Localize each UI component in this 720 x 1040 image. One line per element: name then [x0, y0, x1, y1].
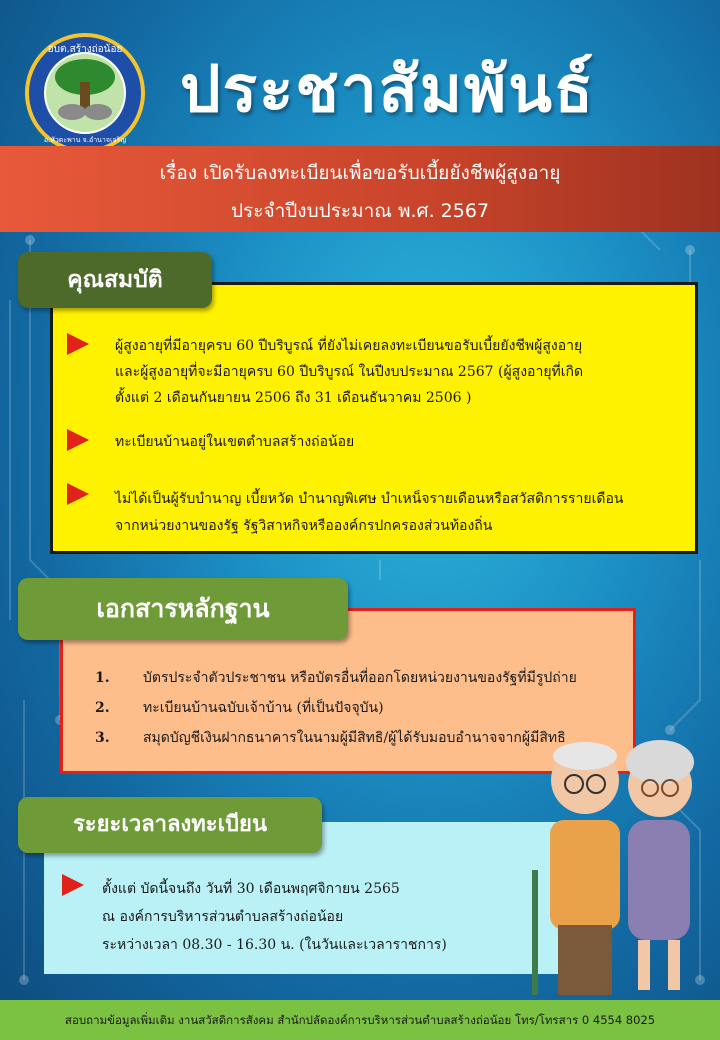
qualifications-heading: คุณสมบัติ — [18, 252, 212, 308]
registration-period-heading: ระยะเวลาลงทะเบียน — [18, 797, 322, 853]
qualification-item-3-line-2: จากหน่วยงานของรัฐ รัฐวิสาหกิจหรือองค์กรปกครองส่วนท้องถิ่น — [115, 518, 493, 534]
bullet-arrow-icon — [67, 429, 89, 451]
qualification-item-1-line-2: และผู้สูงอายุที่จะมีอายุครบ 60 ปีบริบูรณ์ ในปีงบประมาณ 2567 (ผู้สูงอายุที่เกิด — [115, 364, 584, 380]
document-item-1-number: 1. — [95, 670, 110, 686]
subject-banner — [0, 146, 720, 232]
document-item-2-number: 2. — [95, 700, 110, 716]
period-line-2: ณ องค์การบริหารส่วนตำบลสร้างถ่อน้อย — [102, 909, 344, 925]
qualification-item-1-line-3: ตั้งแต่ 2 เดือนกันยายน 2506 ถึง 31 เดือนธันวาคม 2506 ) — [115, 390, 472, 406]
document-item-1-text: บัตรประจำตัวประชาชน หรือบัตรอื่นที่ออกโดยหน่วยงานของรัฐที่มีรูปถ่าย — [143, 670, 577, 686]
elderly-couple-illustration — [520, 700, 720, 1000]
document-item-2-text: ทะเบียนบ้านฉบับเจ้าบ้าน (ที่เป็นปัจจุบัน) — [143, 700, 384, 716]
period-line-1: ตั้งแต่ บัดนี้จนถึง วันที่ 30 เดือนพฤศจิกายน 2565 — [102, 881, 400, 897]
qualification-item-2-line-1: ทะเบียนบ้านอยู่ในเขตตำบลสร้างถ่อน้อย — [115, 434, 355, 450]
qualification-item-3-line-1: ไม่ได้เป็นผู้รับบำนาญ เบี้ยหวัด บำนาญพิเศษ บำเหน็จรายเดือนหรือสวัสดิการรายเดือน — [115, 491, 624, 507]
document-item-3-number: 3. — [95, 730, 110, 746]
qualification-item-1-line-1: ผู้สูงอายุที่มีอายุครบ 60 ปีบริบูรณ์ ที่ยังไม่เคยลงทะเบียนขอรับเบี้ยยังชีพผู้สูงอายุ — [115, 338, 583, 354]
period-line-3: ระหว่างเวลา 08.30 - 16.30 น. (ในวันและเวลาราชการ) — [102, 937, 447, 953]
organization-seal-logo — [22, 32, 148, 154]
document-item-3-text: สมุดบัญชีเงินฝากธนาคารในนามผู้มีสิทธิ/ผู้ได้รับมอบอำนาจจากผู้มีสิทธิ — [143, 730, 566, 746]
seal-bottom-text: อ.หัวตะพาน จ.อำนาจเจริญ — [43, 136, 127, 144]
bullet-arrow-icon — [67, 333, 89, 355]
seal-top-text: อบต.สร้างถ่อน้อย — [47, 44, 123, 55]
contact-footer: สอบถามข้อมูลเพิ่มเติม งานสวัสดิการสังคม สำนักปลัดองค์การบริหารส่วนตำบลสร้างถ่อน้อย โทร/โทรสาร 0 4554 8025 — [0, 1000, 720, 1040]
bullet-arrow-icon — [67, 483, 89, 505]
qualifications-box — [50, 282, 698, 554]
documents-heading: เอกสารหลักฐาน — [18, 578, 348, 640]
page-title: ประชาสัมพันธ์ — [180, 52, 595, 127]
subject-line-1: เรื่อง เปิดรับลงทะเบียนเพื่อขอรับเบี้ยยังชีพผู้สูงอายุ — [159, 162, 561, 184]
subject-line-2: ประจำปีงบประมาณ พ.ศ. 2567 — [230, 200, 490, 222]
bullet-arrow-icon — [62, 874, 84, 896]
